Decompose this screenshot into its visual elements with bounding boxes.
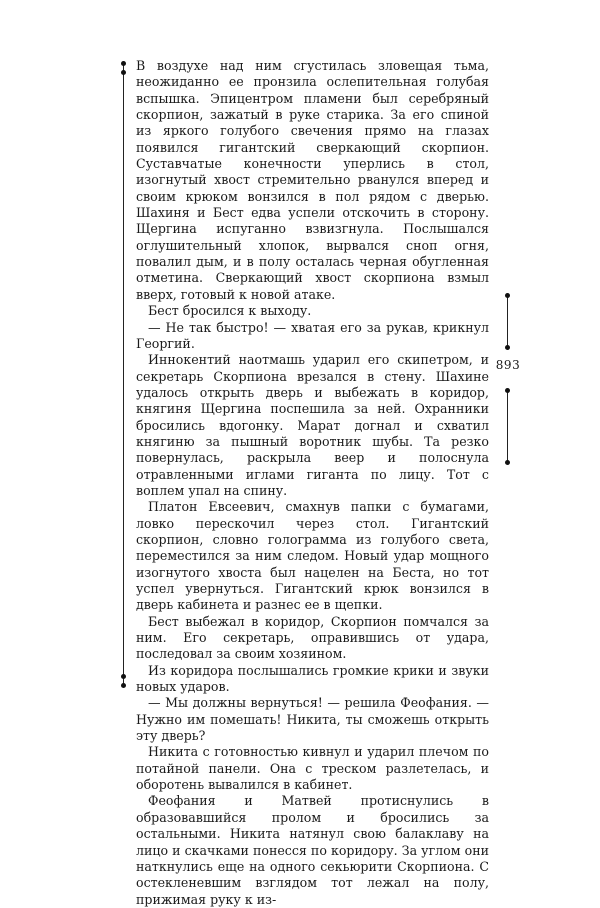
paragraph: Бест выбежал в коридор, Скорпион помчался за ним. Его секретарь, оправившись от удара, последовал за своим хозяином.	[136, 613, 489, 662]
paragraph: Платон Евсеевич, смахнув папки с бумагами, ловко перескочил через стол. Гигантский скорпион, словно голограмма из голубого света, переместился за ним следом. Новый удар мощного изогнутого хвоста был нацелен на Беста, но тот успел увернуться. Гигантский крюк вонзился в дверь кабинета и разнес ее в щепки.	[136, 499, 489, 613]
body-text	[136, 58, 489, 908]
left-margin-rule	[123, 64, 124, 684]
paragraph: Бест бросился к выходу.	[148, 303, 312, 319]
paragraph: — Не так быстро! — хватая его за рукав, крикнул Георгий.	[136, 319, 489, 351]
paragraph: — Мы должны вернуться! — решила Феофания. — Нужно им помешать! Никита, ты сможешь открыть эту дверь?	[136, 695, 489, 744]
page-number-rule-top	[507, 297, 508, 347]
page-number-dot	[505, 345, 510, 350]
page-number-dot	[505, 460, 510, 465]
left-rule-bottom-dot	[121, 683, 126, 688]
page-number-dot	[505, 388, 510, 393]
paragraph: Феофания и Матвей протиснулись в образовавшийся пролом и бросились за остальными. Никита натянул свою балаклаву на лицо и скачками понесся по коридору. За углом они наткнулись еще на одного секьюрити Скорпиона. С остекленевшим взглядом тот лежал на полу, прижимая руку к из-	[136, 793, 489, 907]
left-rule-bottom-dot	[121, 674, 126, 679]
paragraph: Иннокентий наотмашь ударил его скипетром, и секретарь Скорпиона врезался в стену. Шахине удалось открыть дверь и выбежать в коридор, княгиня Щергина поспешила за ней. Охранники бросились вдогонку. Марат догнал и схватил княгиню за пышный воротник шубы. Та резко повернулась, раскрыла веер и полоснула отравленными иглами гиганта по лицу. Тот с воплем упал на спину.	[136, 352, 489, 498]
left-rule-top-dot	[121, 61, 126, 66]
page-number-rule-bottom	[507, 390, 508, 463]
paragraph: Из коридора послышались громкие крики и звуки новых ударов.	[136, 662, 489, 695]
paragraph: В воздухе над ним сгустилась зловещая тьма, неожиданно ее пронзила ослепительная голубая вспышка. Эпицентром пламени был серебряный скорпион, зажатый в руке старика. За его спиной из яркого голубого свечения прямо на глазах появился гигантский сверкающий скорпион. Суставчатые конечности уперлись в стол, изогнутый хвост стремительно рванулся вперед и своим крюком вонзился в пол рядом с дверью. Шахиня и Бест едва успели отскочить в сторону. Щергина испуганно взвизгнула. Послышался оглушительный хлопок, вырвался сноп огня, повалил дым, и в полу осталась черная обугленная отметина. Сверкающий хвост скорпиона взмыл вверх, готовый к новой атаке.	[136, 58, 489, 302]
paragraph: Никита с готовностью кивнул и ударил плечом по потайной панели. Она с треском разлетелась, и оборотень вывалился в кабинет.	[136, 744, 489, 793]
page-number-dot	[505, 293, 510, 298]
left-rule-top-dot	[121, 70, 126, 75]
page-number: 893	[495, 358, 521, 372]
